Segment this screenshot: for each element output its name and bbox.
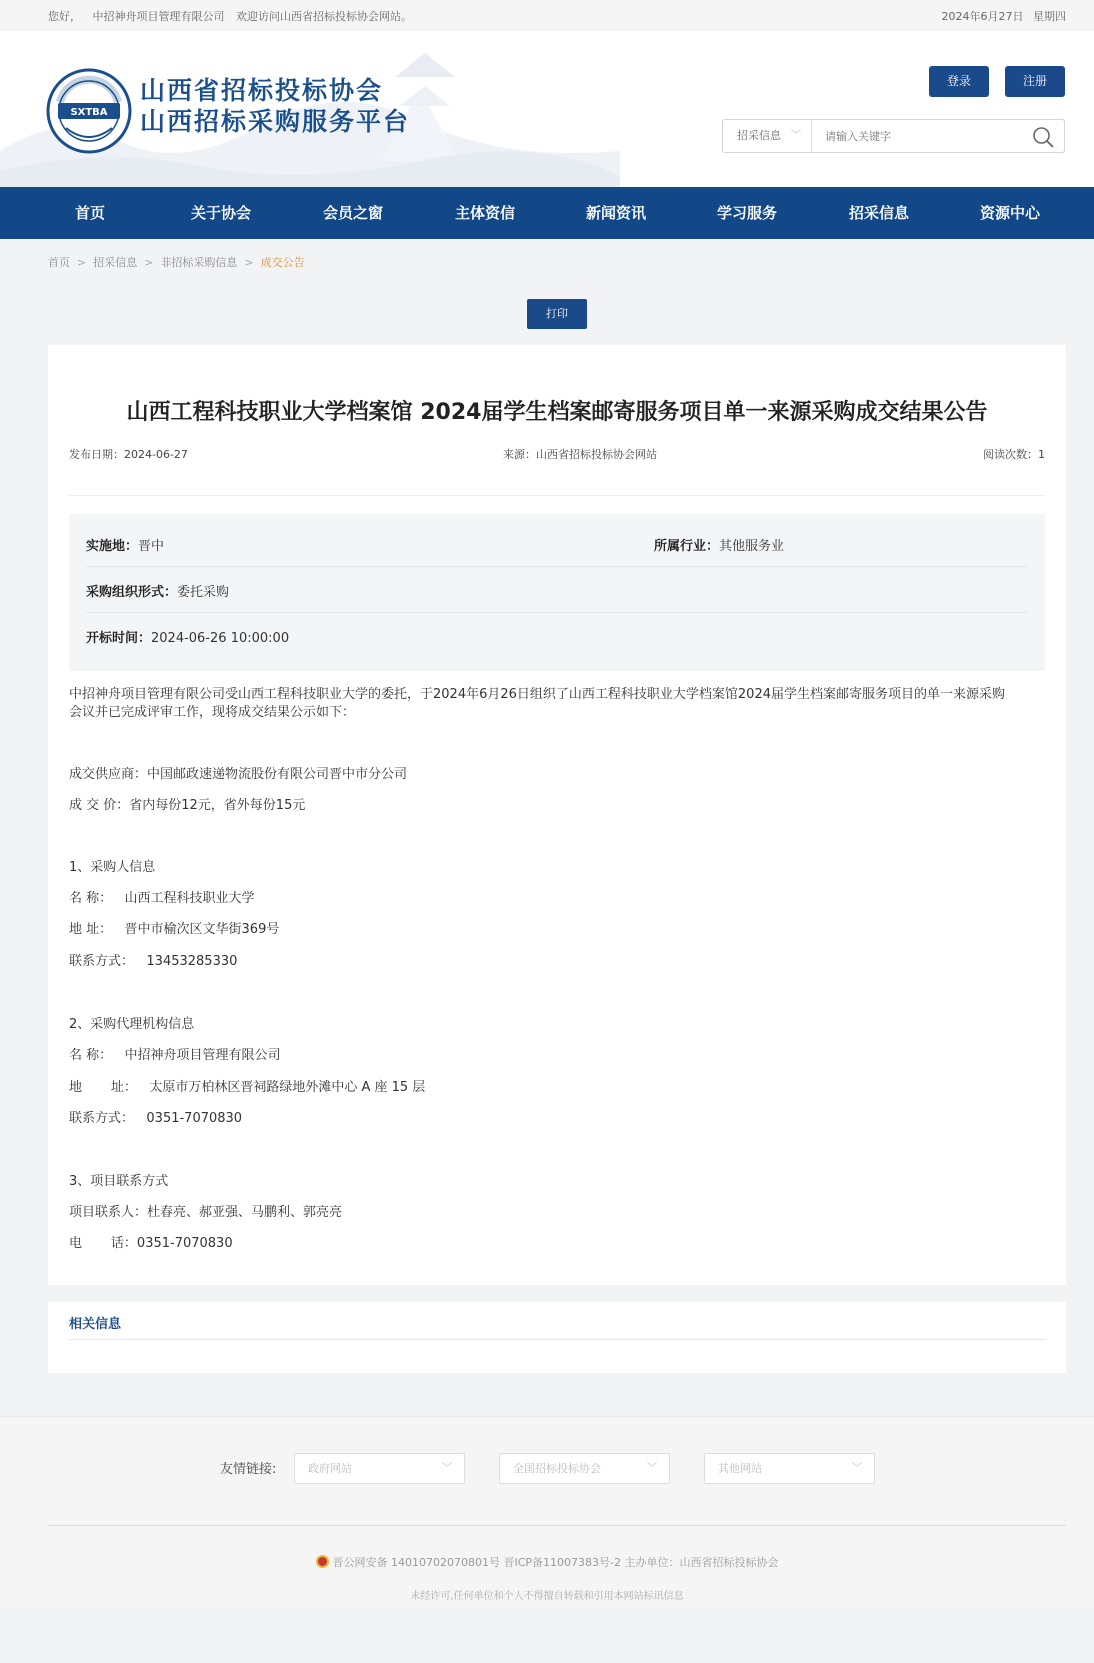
divider bbox=[69, 495, 1045, 496]
search-category-label: 招采信息 bbox=[737, 129, 781, 142]
site-footer bbox=[0, 1416, 1094, 1608]
location-value: 晋中 bbox=[138, 539, 165, 554]
article-title: 山西工程科技职业大学档案馆 2024届学生档案邮寄服务项目单一来源采购成交结果公告 bbox=[126, 400, 988, 425]
chevron-down-icon: ﹀ bbox=[852, 1463, 862, 1474]
procurement-form-label: 采购组织形式： bbox=[86, 585, 178, 600]
article-card bbox=[48, 345, 1066, 1285]
industry-field bbox=[654, 535, 784, 554]
nav-resources[interactable]: 资源中心 bbox=[979, 204, 1040, 222]
price-line: 成 交 价：省内每份12元，省外每份15元 bbox=[69, 798, 306, 813]
logo-abbr: SXTBA bbox=[70, 107, 108, 118]
project-contact-people: 项目联系人：杜春亮、郝亚强、马鹏利、郭亮亮 bbox=[69, 1205, 343, 1220]
gov-sites-select[interactable] bbox=[294, 1453, 465, 1484]
copyright-notice: 未经许可,任何单位和个人不得擅自转载和引用本网站标讯信息 bbox=[410, 1591, 684, 1602]
nav-credit[interactable]: 主体资信 bbox=[454, 204, 515, 222]
opening-time-field bbox=[86, 627, 289, 646]
site-title-line2: 山西招标采购服务平台 bbox=[140, 107, 411, 136]
search-box bbox=[722, 119, 1065, 153]
supplier-line: 成交供应商：中国邮政速递物流股份有限公司晋中市分公司 bbox=[69, 767, 408, 782]
chevron-down-icon: ﹀ bbox=[791, 130, 801, 141]
search-icon[interactable] bbox=[1032, 126, 1054, 148]
site-title-line1: 山西省招标投标协会 bbox=[140, 76, 384, 105]
project-contact-heading: 3、项目联系方式 bbox=[69, 1174, 169, 1189]
project-info-box bbox=[69, 514, 1045, 671]
opening-time-value: 2024-06-26 10:00:00 bbox=[151, 631, 290, 646]
agency-name: 名 称： 中招神舟项目管理有限公司 bbox=[69, 1048, 281, 1063]
publish-date: 发布日期：2024-06-27 bbox=[69, 448, 188, 461]
buyer-heading: 1、采购人信息 bbox=[69, 860, 156, 875]
search-input[interactable] bbox=[813, 120, 1013, 152]
chevron-right-icon: > bbox=[144, 256, 154, 269]
breadcrumb-procurement[interactable]: 招采信息 bbox=[93, 256, 138, 269]
nav-news[interactable]: 新闻资讯 bbox=[585, 204, 646, 222]
police-badge-icon bbox=[316, 1555, 329, 1568]
top-bar bbox=[0, 0, 1094, 31]
current-date: 2024年6月27日 bbox=[941, 10, 1024, 23]
site-header bbox=[0, 31, 1094, 187]
association-logo[interactable] bbox=[46, 68, 132, 154]
location-field bbox=[86, 535, 164, 554]
intro-line-2: 会议并已完成评审工作，现将成交结果公示如下： bbox=[69, 705, 356, 720]
agency-heading: 2、采购代理机构信息 bbox=[69, 1017, 195, 1032]
nav-procurement[interactable]: 招采信息 bbox=[848, 204, 909, 222]
procurement-form-value: 委托采购 bbox=[177, 585, 230, 600]
gov-sites-select-label: 政府网站 bbox=[308, 1462, 352, 1475]
search-category-select[interactable] bbox=[723, 120, 812, 152]
divider bbox=[48, 1525, 1066, 1526]
greeting: 您好， bbox=[48, 10, 81, 23]
industry-value: 其他服务业 bbox=[719, 539, 785, 554]
chevron-right-icon: > bbox=[244, 256, 254, 269]
nav-about[interactable]: 关于协会 bbox=[190, 204, 251, 222]
user-company: 中招神舟项目管理有限公司 bbox=[92, 10, 225, 23]
nav-members[interactable]: 会员之窗 bbox=[322, 204, 383, 222]
divider bbox=[86, 612, 1028, 613]
nav-home[interactable]: 首页 bbox=[74, 204, 105, 222]
national-assoc-select[interactable] bbox=[499, 1453, 670, 1484]
breadcrumb-home[interactable]: 首页 bbox=[48, 256, 70, 269]
buyer-contact: 联系方式： 13453285330 bbox=[69, 954, 238, 969]
divider bbox=[86, 566, 1028, 567]
buyer-address: 地 址： 晋中市榆次区文华街369号 bbox=[69, 922, 280, 937]
current-weekday: 星期四 bbox=[1033, 10, 1066, 23]
friendly-links-label: 友情链接: bbox=[220, 1462, 277, 1477]
procurement-form-field bbox=[86, 581, 229, 600]
register-button[interactable]: 注册 bbox=[1005, 66, 1065, 97]
related-info-panel bbox=[48, 1302, 1066, 1373]
view-count: 阅读次数：1 bbox=[983, 448, 1045, 461]
chevron-down-icon: ﹀ bbox=[647, 1463, 657, 1474]
other-sites-select[interactable] bbox=[704, 1453, 875, 1484]
nav-learning[interactable]: 学习服务 bbox=[716, 204, 777, 222]
buyer-name: 名 称： 山西工程科技职业大学 bbox=[69, 891, 255, 906]
date-display bbox=[936, 8, 1067, 24]
chevron-right-icon: > bbox=[77, 256, 87, 269]
print-button[interactable]: 打印 bbox=[527, 299, 587, 329]
project-contact-phone: 电 话：0351-7070830 bbox=[69, 1236, 233, 1251]
agency-contact: 联系方式： 0351-7070830 bbox=[69, 1111, 243, 1126]
welcome-message: 欢迎访问山西省招标投标协会网站。 bbox=[236, 10, 412, 23]
national-assoc-select-label: 全国招标投标协会 bbox=[513, 1462, 601, 1475]
location-label: 实施地： bbox=[86, 539, 139, 554]
login-button[interactable]: 登录 bbox=[929, 66, 989, 97]
site-title[interactable] bbox=[140, 75, 410, 137]
other-sites-select-label: 其他网站 bbox=[718, 1462, 762, 1475]
intro-line-1: 中招神舟项目管理有限公司受山西工程科技职业大学的委托，于2024年6月26日组织了山西工程科技职业大学档案馆2024届学生档案邮寄服务项目的单一来源采购 bbox=[69, 687, 1005, 702]
opening-time-label: 开标时间： bbox=[86, 631, 152, 646]
breadcrumb bbox=[48, 254, 305, 270]
welcome-text bbox=[48, 8, 420, 24]
agency-address: 地 址： 太原市万柏林区晋祠路绿地外滩中心 A 座 15 层 bbox=[69, 1080, 426, 1095]
divider bbox=[69, 1339, 1045, 1340]
footer-record-info bbox=[0, 1554, 1094, 1570]
breadcrumb-current: 成交公告 bbox=[260, 256, 305, 269]
record-text[interactable]: 晋公网安备 14010702070801号 晋ICP备11007383号-2 主办单位：山西省招标投标协会 bbox=[332, 1556, 779, 1569]
chevron-down-icon: ﹀ bbox=[442, 1463, 452, 1474]
article-source: 来源：山西省招标投标协会网站 bbox=[503, 448, 657, 461]
breadcrumb-non-tender[interactable]: 非招标采购信息 bbox=[160, 256, 238, 269]
industry-label: 所属行业： bbox=[654, 539, 720, 554]
related-info-title: 相关信息 bbox=[69, 1317, 122, 1332]
main-nav bbox=[0, 187, 1094, 239]
